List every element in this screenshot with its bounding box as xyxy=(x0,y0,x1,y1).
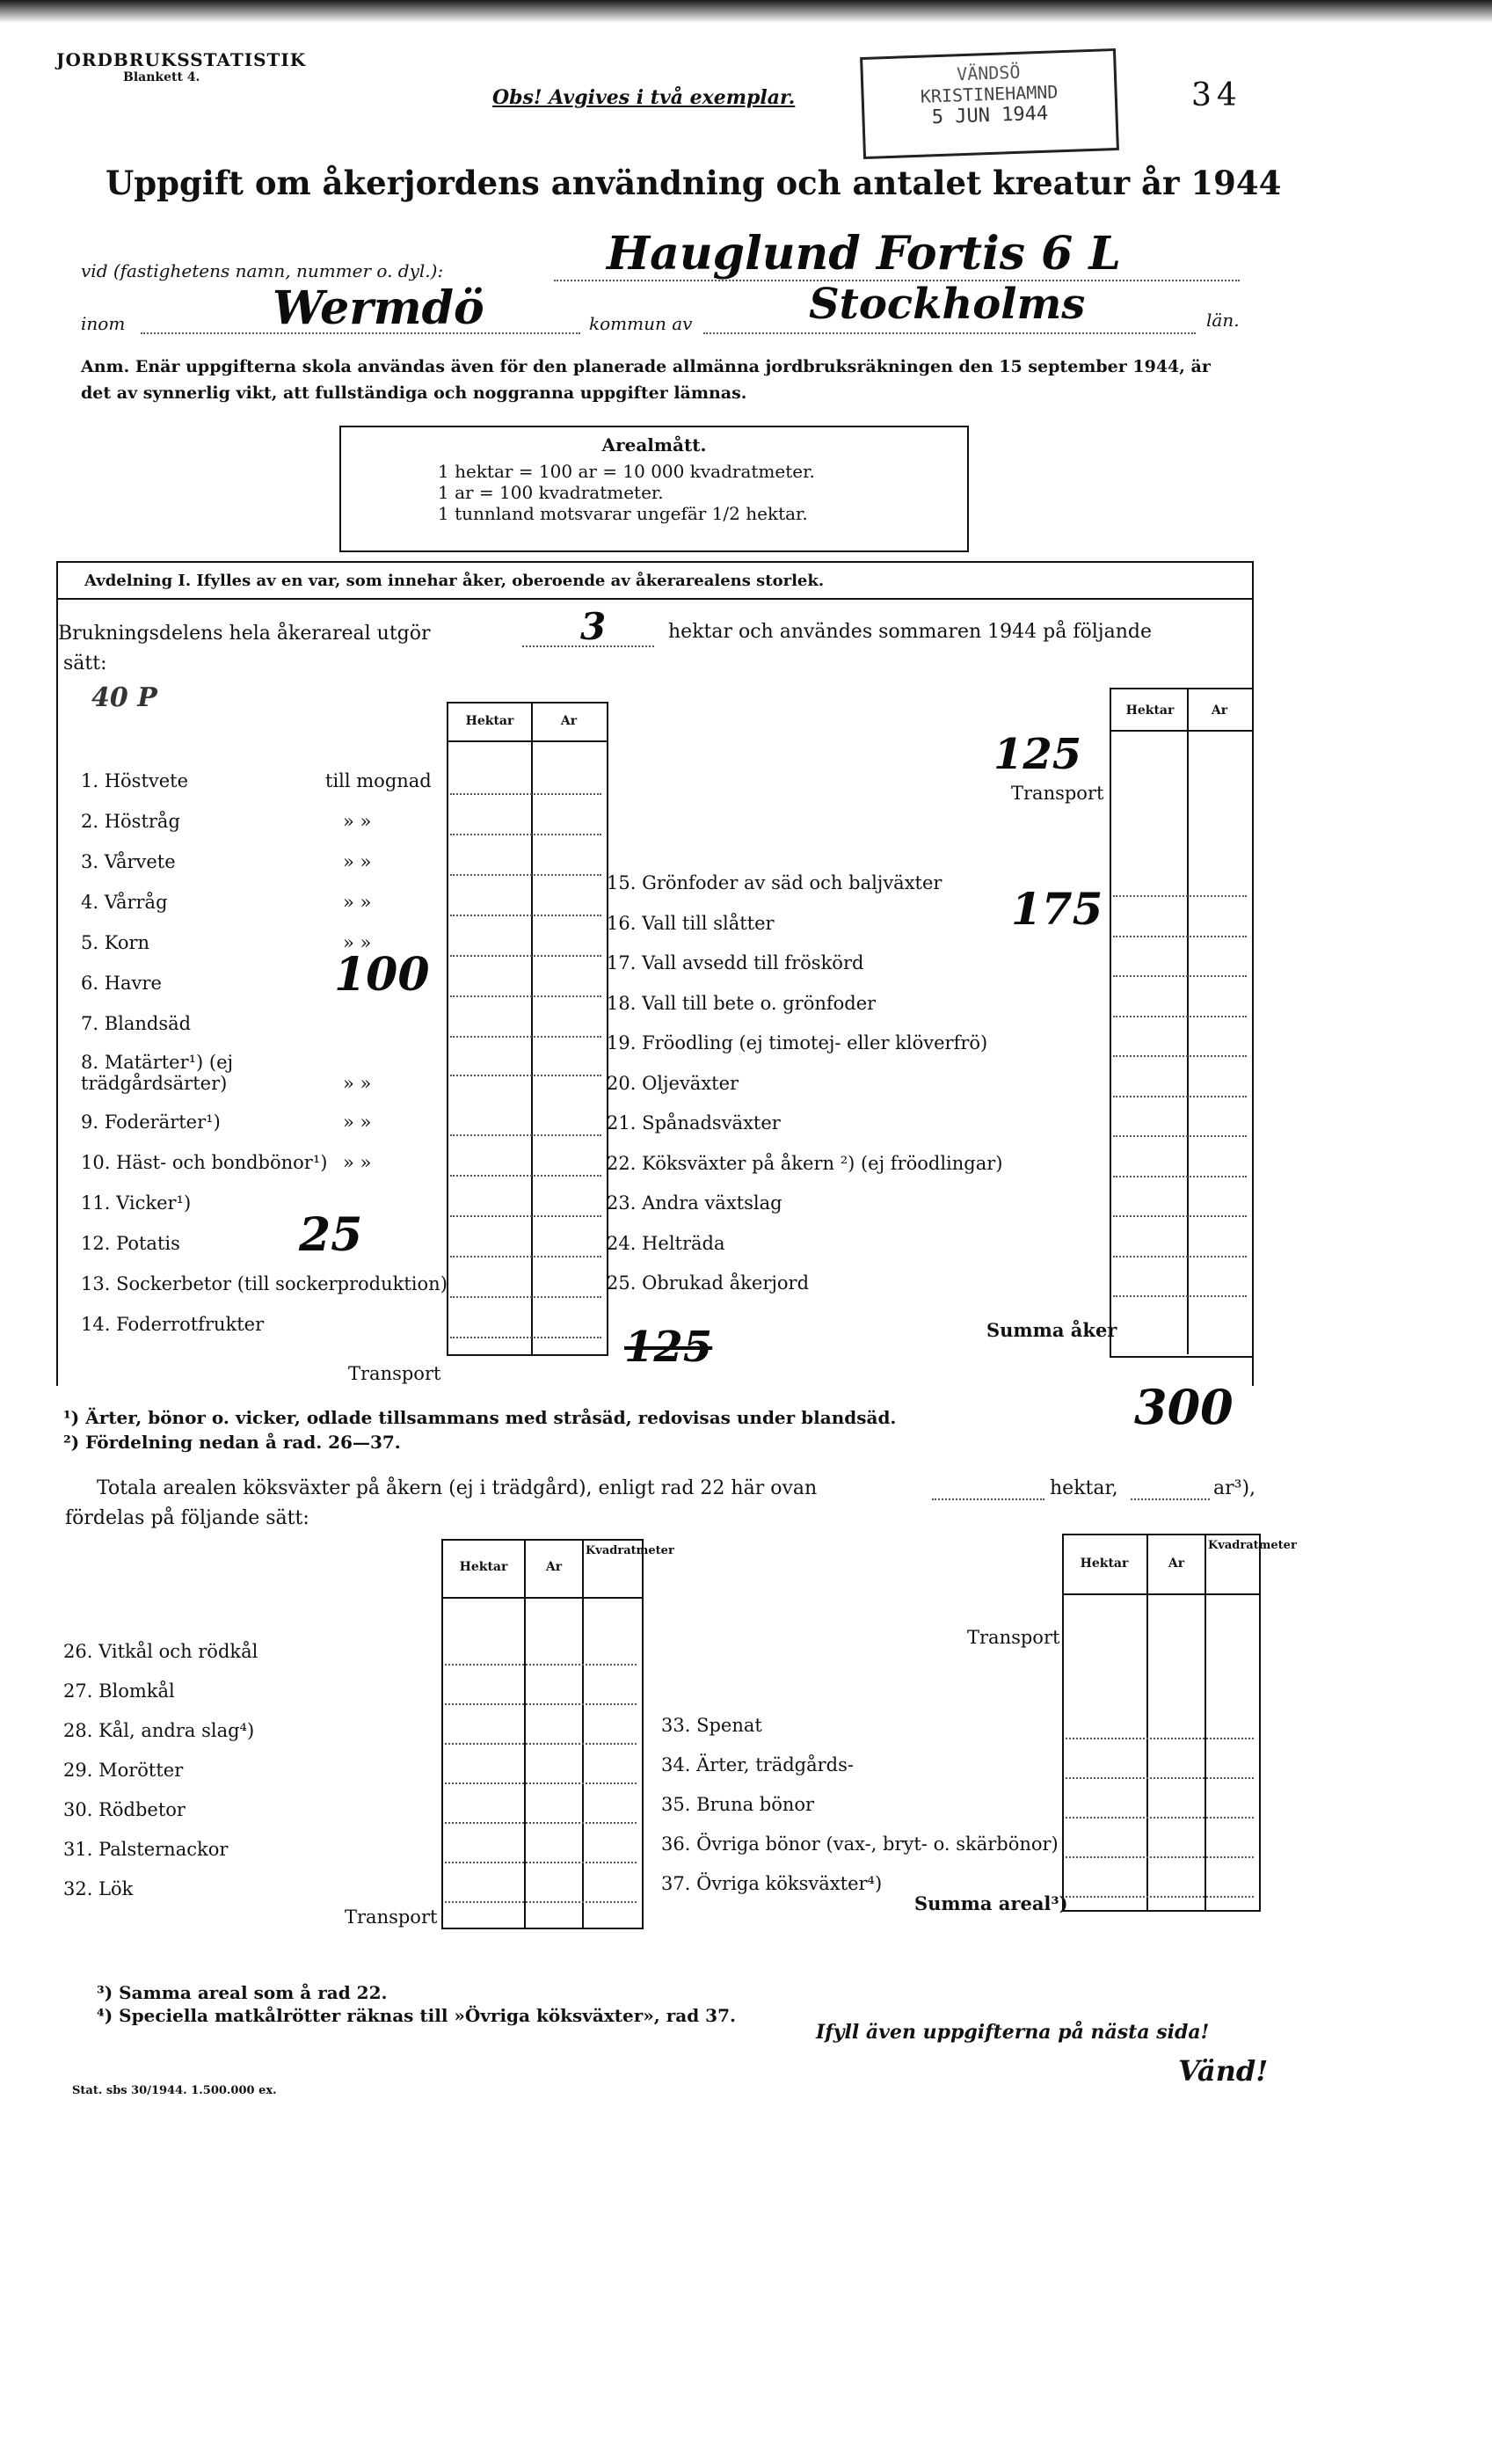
row-cell-line xyxy=(450,834,601,835)
row-cell-line xyxy=(450,1296,601,1298)
crop-row-label: 5. Korn xyxy=(81,932,150,953)
arealmatt-box xyxy=(339,426,969,552)
summa-aker-value: 300 xyxy=(1134,1379,1234,1435)
vegetable-row-label: 30. Rödbetor xyxy=(63,1799,186,1820)
row-cell-line xyxy=(445,1822,637,1824)
row-cell-line xyxy=(1113,1176,1247,1177)
row-cell-line xyxy=(1113,1295,1247,1297)
vegetable-row-label: 27. Blomkål xyxy=(63,1680,175,1702)
property-value: Hauglund Fortis 6 L xyxy=(607,227,1121,281)
vegetable-row-label: 31. Palsternackor xyxy=(63,1839,229,1860)
page-number: 34 xyxy=(1191,77,1242,113)
footnote-2: ²) Fördelning nedan å rad. 26—37. xyxy=(63,1432,401,1453)
s2-right-div2 xyxy=(1205,1534,1206,1910)
section1-intro-b: hektar och användes sommaren 1944 på följande xyxy=(668,621,1152,643)
crop-row-label: 2. Höstråg xyxy=(81,811,180,832)
row-cell-line xyxy=(450,1215,601,1217)
crop-row-value: 25 xyxy=(299,1208,363,1262)
right-col-divider xyxy=(1187,688,1189,1354)
stamp-date: 5 JUN 1944 xyxy=(931,102,1049,129)
summa-aker-label: Summa åker xyxy=(986,1319,1117,1341)
right-col-hektar: Hektar xyxy=(1125,703,1175,718)
right-transport-label: Transport xyxy=(1011,783,1104,804)
scan-edge xyxy=(0,0,1492,23)
form-number: Blankett 4. xyxy=(123,70,200,84)
inom-label: inom xyxy=(81,313,126,334)
right-hdr-divider xyxy=(1110,730,1252,732)
arealmatt-line: 1 ar = 100 kvadratmeter. xyxy=(438,482,664,503)
left-hdr-divider xyxy=(447,740,607,742)
row-cell-line xyxy=(445,1782,637,1784)
crop-row-suffix: » » xyxy=(343,851,372,872)
arealmatt-title: Arealmått. xyxy=(601,434,707,456)
footnote-4: ⁴) Speciella matkålrötter räknas till »Övriga köksväxter», rad 37. xyxy=(97,2005,736,2026)
row-cell-line xyxy=(1113,1135,1247,1137)
kommun-line xyxy=(703,332,1196,334)
row-cell-line xyxy=(450,1075,601,1076)
crop-row-label: 8. Matärter¹) (ej trädgårdsärter) xyxy=(81,1052,234,1094)
kommun-value: Stockholms xyxy=(809,280,1086,329)
row-cell-line xyxy=(1113,1215,1247,1217)
print-info: Stat. sbs 30/1944. 1.500.000 ex. xyxy=(72,2084,277,2097)
crop-row-label: 13. Sockerbetor (till sockerproduktion) xyxy=(81,1273,448,1294)
s2-left-hdr xyxy=(441,1597,642,1599)
crop-row-label: 25. Obrukad åkerjord xyxy=(607,1272,810,1294)
arealmatt-line: 1 hektar = 100 ar = 10 000 kvadratmeter. xyxy=(438,461,815,482)
crop-row-value: 100 xyxy=(334,948,430,1002)
row-cell-line xyxy=(450,874,601,876)
crop-row-label: 15. Grönfoder av säd och baljväxter xyxy=(607,872,943,893)
row-cell-line xyxy=(450,955,601,957)
s2-left-col-hektar: Hektar xyxy=(459,1560,508,1574)
crop-row-label: 14. Foderrotfrukter xyxy=(81,1314,265,1335)
vegetable-row-label: 33. Spenat xyxy=(661,1715,762,1736)
crop-row-value: 175 xyxy=(1011,883,1103,935)
kommun-label: kommun av xyxy=(589,313,693,334)
s2-right-transport: Transport xyxy=(967,1627,1060,1648)
s2-right-col-hektar: Hektar xyxy=(1080,1556,1129,1571)
stamp-line2: KRISTINEHAMND xyxy=(920,81,1059,107)
row-cell-line xyxy=(1113,895,1247,897)
crop-row-label: 11. Vicker¹) xyxy=(81,1192,192,1214)
s2-right-col-ar: Ar xyxy=(1168,1556,1185,1571)
section1-title: Avdelning I. Ifylles av en var, som innehar åker, oberoende av åkerarealens storlek. xyxy=(84,572,825,590)
section1-intro-c: sätt: xyxy=(63,652,107,674)
obs-note: Obs! Avgives i två exemplar. xyxy=(492,86,796,109)
row-cell-line xyxy=(1113,936,1247,937)
row-cell-line xyxy=(450,1134,601,1136)
margin-note: 40 P xyxy=(91,682,157,713)
crop-row-label: 16. Vall till slåtter xyxy=(607,913,775,934)
row-cell-line xyxy=(450,1036,601,1038)
crop-row-suffix: » » xyxy=(343,932,372,953)
section2-intro-b: hektar, xyxy=(1050,1477,1118,1499)
section1-title-divider xyxy=(56,598,1254,600)
fill-next-page: Ifyll även uppgifterna på nästa sida! xyxy=(816,2021,1210,2044)
row-cell-line xyxy=(1066,1856,1254,1858)
inom-value: Wermdö xyxy=(273,281,484,335)
series-title: JORDBRUKSSTATISTIK xyxy=(56,49,307,70)
row-cell-line xyxy=(1113,1016,1247,1017)
turn-page: Vänd! xyxy=(1178,2054,1269,2088)
received-stamp xyxy=(860,48,1119,159)
s2-right-div1 xyxy=(1146,1534,1148,1910)
row-cell-line xyxy=(450,793,601,795)
lan-label: län. xyxy=(1206,310,1240,331)
vegetable-row-label: 36. Övriga bönor (vax-, bryt- o. skärbönor) xyxy=(661,1833,1059,1855)
left-col-hektar: Hektar xyxy=(465,714,514,728)
s2-ar-line xyxy=(1131,1498,1210,1500)
left-transport-label: Transport xyxy=(348,1363,441,1384)
stamp-line1: VÄNDSÖ xyxy=(956,61,1021,85)
section2-intro-c: ar³), xyxy=(1213,1477,1256,1499)
section2-intro-a: Totala arealen köksväxter på åkern (ej i trädgård), enligt rad 22 här ovan xyxy=(97,1477,818,1499)
row-cell-line xyxy=(1066,1738,1254,1739)
crop-row-label: 23. Andra växtslag xyxy=(607,1192,782,1214)
vegetable-row-label: 35. Bruna bönor xyxy=(661,1794,815,1815)
vegetable-row-label: 32. Lök xyxy=(63,1878,134,1899)
left-value-columns xyxy=(447,702,608,1356)
s2-left-transport: Transport xyxy=(345,1906,438,1928)
property-label: vid (fastighetens namn, nummer o. dyl.): xyxy=(81,260,444,281)
s2-right-col-kvm: Kvadratmeter xyxy=(1208,1539,1297,1552)
crop-row-label: 12. Potatis xyxy=(81,1233,180,1254)
page-title: Uppgift om åkerjordens användning och antalet kreatur år 1944 xyxy=(106,164,1282,202)
row-cell-line xyxy=(1066,1896,1254,1898)
right-col-ar: Ar xyxy=(1211,703,1228,718)
left-col-ar: Ar xyxy=(560,714,578,728)
crop-row-label: 17. Vall avsedd till fröskörd xyxy=(607,952,864,973)
row-cell-line xyxy=(450,1256,601,1258)
crop-row-label: 3. Vårvete xyxy=(81,851,176,872)
row-cell-line xyxy=(445,1901,637,1903)
row-cell-line xyxy=(450,915,601,916)
crop-row-suffix: » » xyxy=(343,892,372,913)
vegetable-row-label: 34. Ärter, trädgårds- xyxy=(661,1754,854,1775)
row-cell-line xyxy=(445,1703,637,1705)
crop-row-suffix: » » xyxy=(343,811,372,832)
row-cell-line xyxy=(1113,975,1247,977)
section1-intro-a: Brukningsdelens hela åkerareal utgör xyxy=(58,623,431,645)
section1-box xyxy=(56,561,1254,1386)
crop-row-label: 21. Spånadsväxter xyxy=(607,1112,781,1134)
crop-row-suffix: till mognad xyxy=(325,770,432,791)
row-cell-line xyxy=(1066,1777,1254,1779)
section2-intro-d: fördelas på följande sätt: xyxy=(65,1507,309,1529)
s2-summa-areal: Summa areal³) xyxy=(914,1892,1068,1914)
crop-row-label: 4. Vårråg xyxy=(81,892,168,913)
vegetable-row-label: 37. Övriga köksväxter⁴) xyxy=(661,1873,883,1894)
row-cell-line xyxy=(450,995,601,997)
crop-row-label: 24. Helträda xyxy=(607,1233,725,1254)
right-transport-handwritten: 125 xyxy=(993,730,1082,779)
left-transport-value: 125 xyxy=(624,1323,713,1372)
vegetable-row-label: 29. Morötter xyxy=(63,1760,184,1781)
crop-row-label: 18. Vall till bete o. grönfoder xyxy=(607,993,877,1014)
crop-row-label: 1. Höstvete xyxy=(81,770,189,791)
row-cell-line xyxy=(1113,1256,1247,1258)
vegetable-row-label: 26. Vitkål och rödkål xyxy=(63,1641,258,1662)
row-cell-line xyxy=(1113,1096,1247,1097)
s2-hektar-line xyxy=(932,1498,1044,1500)
row-cell-line xyxy=(450,1175,601,1177)
crop-row-label: 20. Oljeväxter xyxy=(607,1073,739,1094)
crop-row-label: 10. Häst- och bondbönor¹) xyxy=(81,1152,328,1173)
crop-row-label: 19. Fröodling (ej timotej- eller klöverfrö) xyxy=(607,1032,988,1053)
anm-note: Anm. Enär uppgifterna skola användas även för den planerade allmänna jordbruksräkningen den 15 september 1944, är det av synnerlig vikt, att fullständiga och noggranna uppgifter lämnas. xyxy=(81,357,1211,403)
row-cell-line xyxy=(445,1664,637,1666)
crop-row-suffix: » » xyxy=(343,1112,372,1133)
row-cell-line xyxy=(1066,1817,1254,1819)
row-cell-line xyxy=(450,1337,601,1338)
arealmatt-line: 1 tunnland motsvarar ungefär 1/2 hektar. xyxy=(438,503,808,524)
s2-right-hdr xyxy=(1062,1593,1259,1595)
row-cell-line xyxy=(1113,1055,1247,1057)
row-cell-line xyxy=(445,1862,637,1863)
row-cell-line xyxy=(445,1743,637,1745)
crop-row-label: 7. Blandsäd xyxy=(81,1013,192,1034)
crop-row-label: 6. Havre xyxy=(81,973,162,994)
crop-row-suffix: » » xyxy=(343,1073,372,1094)
intro-value: 3 xyxy=(580,605,607,648)
s2-left-col-kvm: Kvadratmeter xyxy=(586,1544,674,1557)
crop-row-suffix: » » xyxy=(343,1152,372,1173)
s2-left-col-ar: Ar xyxy=(545,1560,563,1574)
crop-row-label: 9. Foderärter¹) xyxy=(81,1112,221,1133)
footnote-1: ¹) Ärter, bönor o. vicker, odlade tillsammans med stråsäd, redovisas under blandsäd. xyxy=(63,1407,897,1428)
s2-right-table xyxy=(1062,1534,1297,1912)
footnote-3: ³) Samma areal som å rad 22. xyxy=(97,1982,388,2003)
crop-row-label: 22. Köksväxter på åkern ²) (ej fröodlingar) xyxy=(607,1153,1003,1174)
vegetable-row-label: 28. Kål, andra slag⁴) xyxy=(63,1720,255,1741)
